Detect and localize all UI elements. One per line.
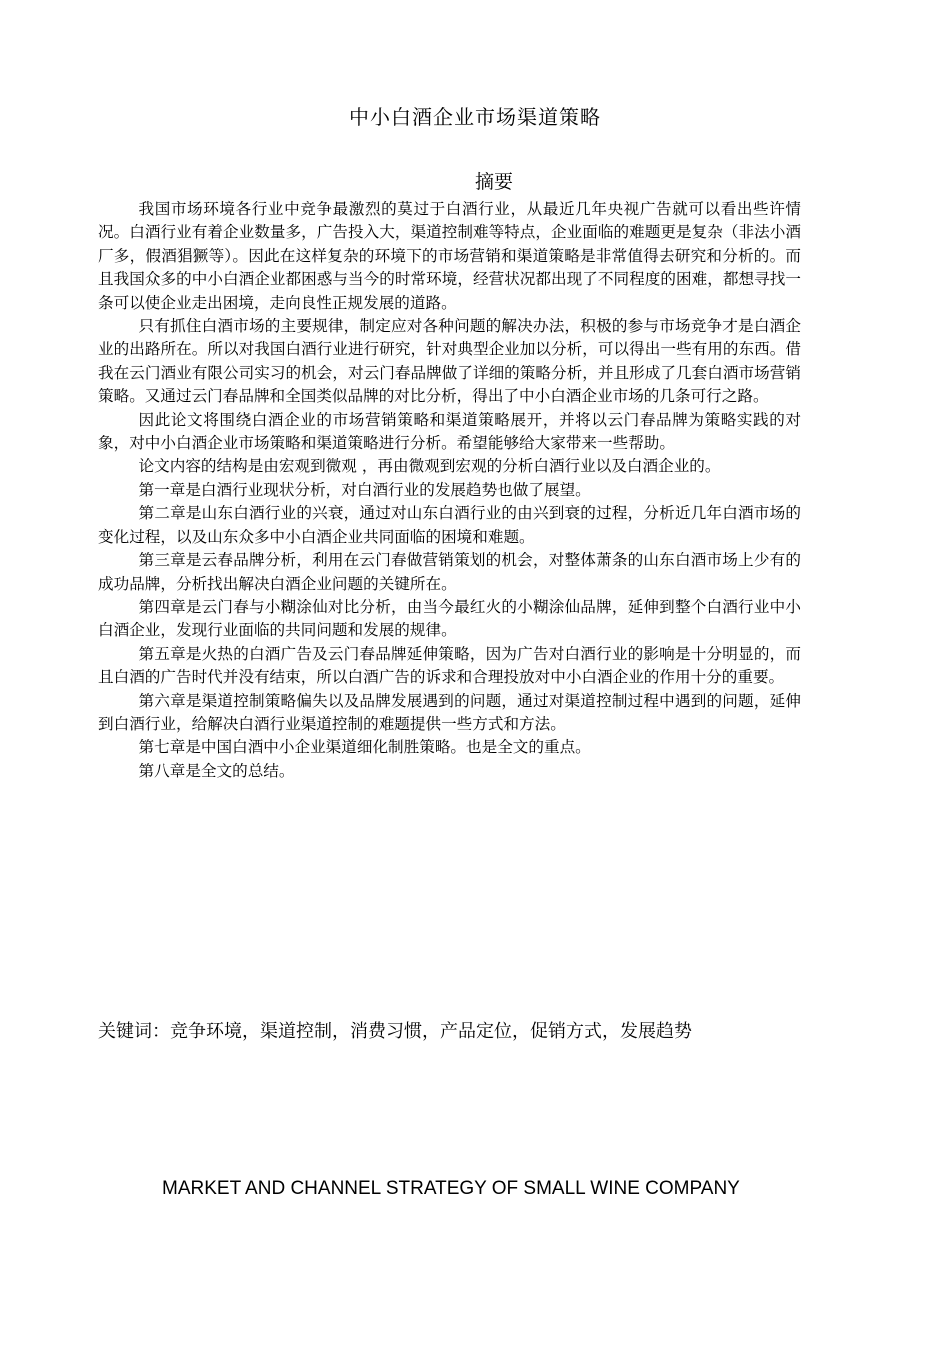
abstract-paragraph: 第五章是火热的白酒广告及云门春品牌延伸策略，因为广告对白酒行业的影响是十分明显的，而且白酒的广告时代并没有结束，所以白酒广告的诉求和合理投放对中小白酒企业的作用十分的重要。 xyxy=(98,644,801,687)
abstract-paragraph: 因此论文将围绕白酒企业的市场营销策略和渠道策略展开，并将以云门春品牌为策略实践的对象，对中小白酒企业市场策略和渠道策略进行分析。希望能够给大家带来一些帮助。 xyxy=(98,410,801,453)
abstract-body xyxy=(98,198,801,783)
abstract-paragraph: 第八章是全文的总结。 xyxy=(138,761,295,780)
abstract-heading: 摘要 xyxy=(474,171,513,193)
abstract-paragraph: 只有抓住白酒市场的主要规律，制定应对各种问题的解决办法，积极的参与市场竞争才是白酒企业的出路所在。所以对我国白酒行业进行研究，针对典型企业加以分析，可以得出一些有用的东西。借我在云门酒业有限公司实习的机会，对云门春品牌做了详细的策略分析，并且形成了几套白酒市场营销策略。又通过云门春品牌和全国类似品牌的对比分析，得出了中小白酒企业市场的几条可行之路。 xyxy=(98,317,801,406)
abstract-paragraph: 我国市场环境各行业中竞争最激烈的莫过于白酒行业，从最近几年央视广告就可以看出些许情况。白酒行业有着企业数量多，广告投入大，渠道控制难等特点，企业面临的难题更是复杂（非法小酒厂多，假酒猖獗等）。因此在这样复杂的环境下的市场营销和渠道策略是非常值得去研究和分析的。而且我国众多的中小白酒企业都困惑与当今的时常环境，经营状况都出现了不同程度的困难，都想寻找一条可以使企业走出困境，走向良性正规发展的道路。 xyxy=(98,200,801,312)
abstract-paragraph: 第四章是云门春与小糊涂仙对比分析，由当今最红火的小糊涂仙品牌，延伸到整个白酒行业中小白酒企业，发现行业面临的共同问题和发展的规律。 xyxy=(98,597,801,640)
abstract-paragraph: 论文内容的结构是由宏观到微观 ，再由微观到宏观的分析白酒行业以及白酒企业的。 xyxy=(138,457,721,476)
abstract-paragraph: 第二章是山东白酒行业的兴衰，通过对山东白酒行业的由兴到衰的过程，分析近几年白酒市场的变化过程，以及山东众多中小白酒企业共同面临的困境和难题。 xyxy=(98,504,801,546)
document-title: 中小白酒企业市场渠道策略 xyxy=(349,105,601,129)
abstract-paragraph: 第七章是中国白酒中小企业渠道细化制胜策略。也是全文的重点。 xyxy=(138,738,591,757)
english-title: MARKET AND CHANNEL STRATEGY OF SMALL WINE COMPANY xyxy=(162,1178,740,1199)
abstract-paragraph: 第三章是云春品牌分析，利用在云门春做营销策划的机会，对整体萧条的山东白酒市场上少有的成功品牌，分析找出解决白酒企业问题的关键所在。 xyxy=(98,551,801,593)
keywords-line: 关键词：竞争环境，渠道控制，消费习惯，产品定位，促销方式，发展趋势 xyxy=(98,1021,692,1042)
abstract-paragraph: 第六章是渠道控制策略偏失以及品牌发展遇到的问题，通过对渠道控制过程中遇到的问题，延伸到白酒行业，给解决白酒行业渠道控制的难题提供一些方式和方法。 xyxy=(98,691,801,733)
abstract-paragraph: 第一章是白酒行业现状分析，对白酒行业的发展趋势也做了展望。 xyxy=(138,480,591,499)
